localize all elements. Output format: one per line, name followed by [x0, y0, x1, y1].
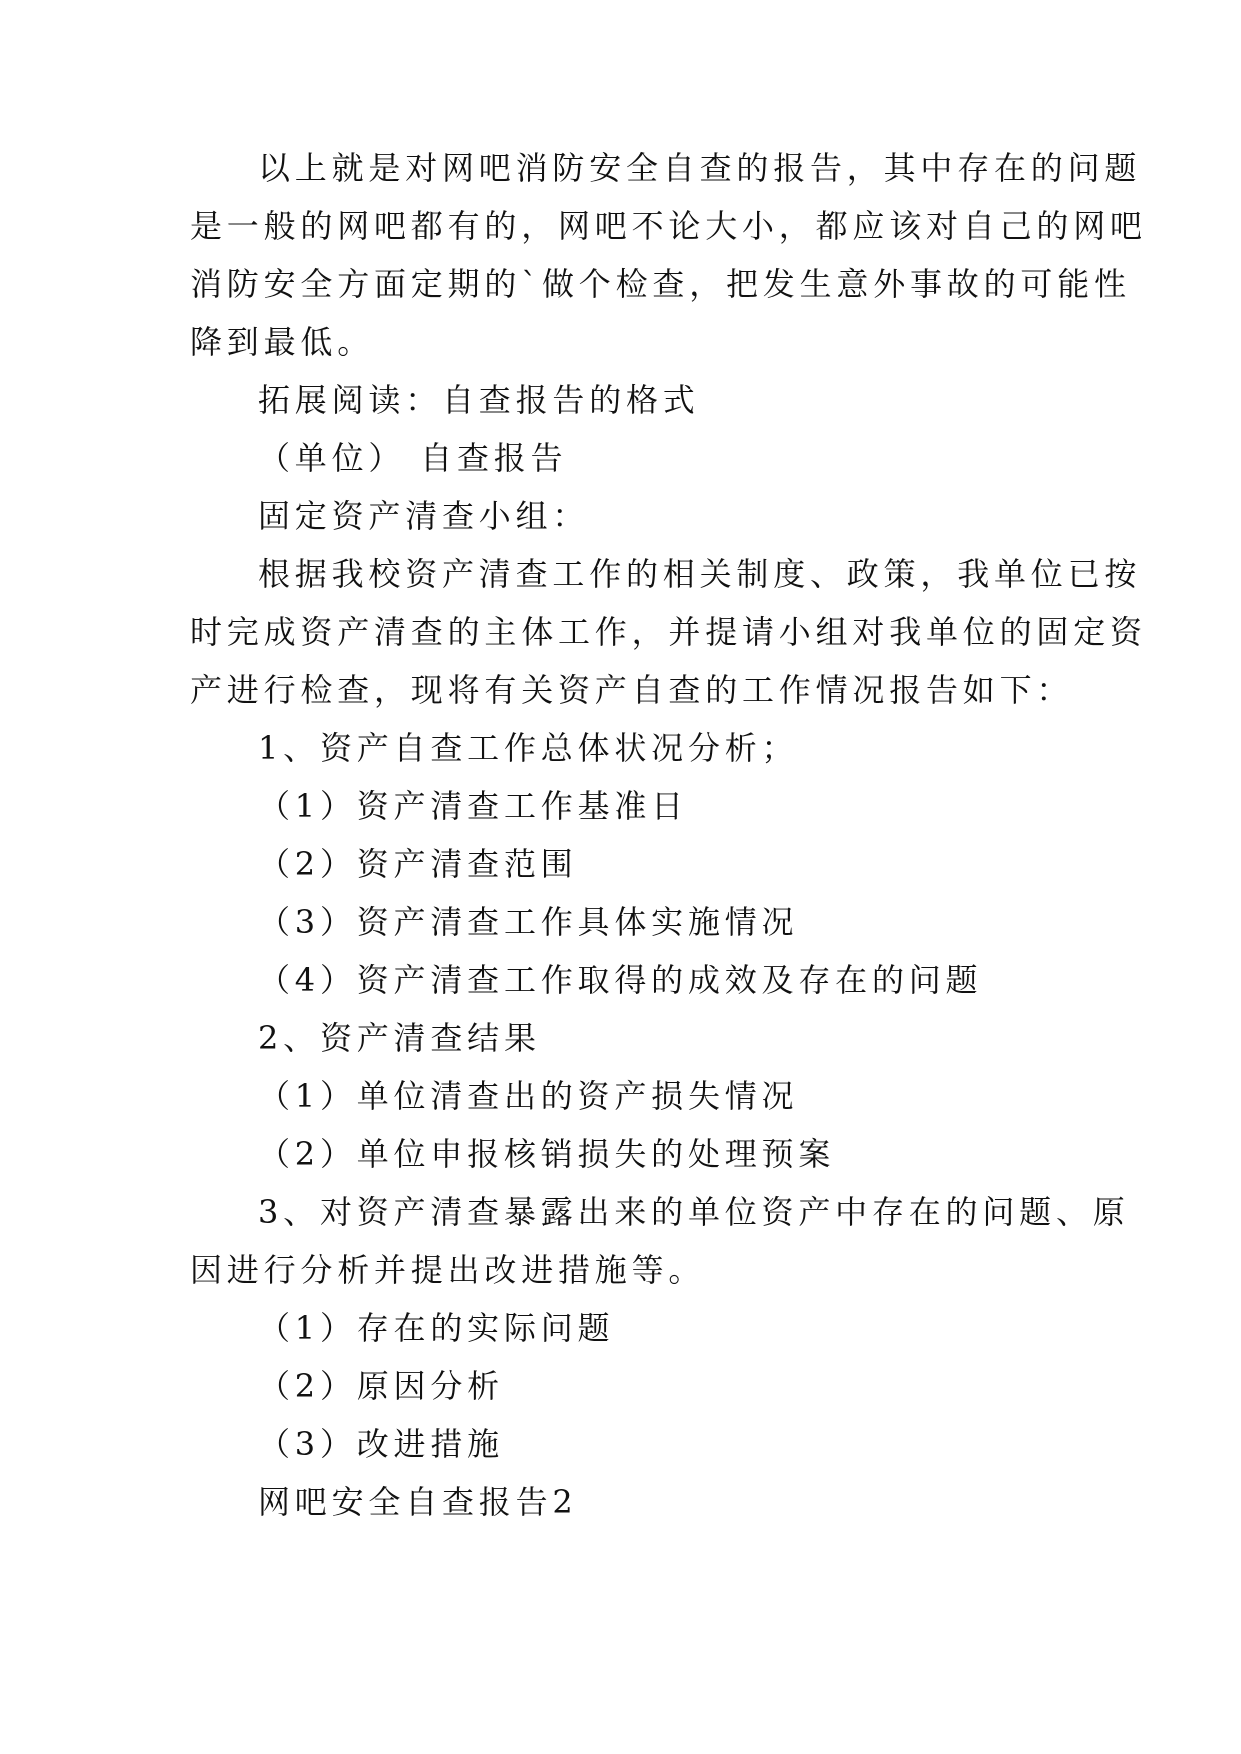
paragraph-line: 固定资产清查小组： — [258, 497, 590, 535]
paragraph-line: 以上就是对网吧消防安全自查的报告，其中存在的问题 — [258, 149, 1142, 187]
paragraph-line: （1）资产清查工作基准日 — [258, 787, 688, 825]
paragraph-line: （2）原因分析 — [258, 1367, 504, 1405]
paragraph-line: 降到最低。 — [190, 323, 375, 361]
paragraph-line: （3）改进措施 — [258, 1425, 504, 1463]
paragraph-line: （3）资产清查工作具体实施情况 — [258, 903, 799, 941]
paragraph-line: 3、对资产清查暴露出来的单位资产中存在的问题、原 — [258, 1193, 1130, 1231]
paragraph-line: 1、资产自查工作总体状况分析； — [258, 729, 799, 767]
paragraph-line: （单位） 自查报告 — [258, 439, 568, 477]
paragraph-line: 消防安全方面定期的`做个检查，把发生意外事故的可能性 — [190, 265, 1131, 303]
paragraph-line: 2、资产清查结果 — [258, 1019, 541, 1057]
paragraph-line: （1）单位清查出的资产损失情况 — [258, 1077, 799, 1115]
paragraph-line: 产进行检查，现将有关资产自查的工作情况报告如下： — [190, 671, 1074, 709]
paragraph-line: 是一般的网吧都有的，网吧不论大小，都应该对自己的网吧 — [190, 207, 1147, 245]
paragraph-line: 时完成资产清查的主体工作，并提请小组对我单位的固定资 — [190, 613, 1147, 651]
paragraph-line: （2）资产清查范围 — [258, 845, 578, 883]
paragraph-line: 拓展阅读：自查报告的格式 — [258, 381, 700, 419]
paragraph-line: 因进行分析并提出改进措施等。 — [190, 1251, 706, 1289]
paragraph-line: （2）单位申报核销损失的处理预案 — [258, 1135, 836, 1173]
paragraph-line: （4）资产清查工作取得的成效及存在的问题 — [258, 961, 983, 999]
section-heading: 网吧安全自查报告2 — [258, 1483, 578, 1521]
paragraph-line: 根据我校资产清查工作的相关制度、政策，我单位已按 — [258, 555, 1142, 593]
paragraph-line: （1）存在的实际问题 — [258, 1309, 615, 1347]
